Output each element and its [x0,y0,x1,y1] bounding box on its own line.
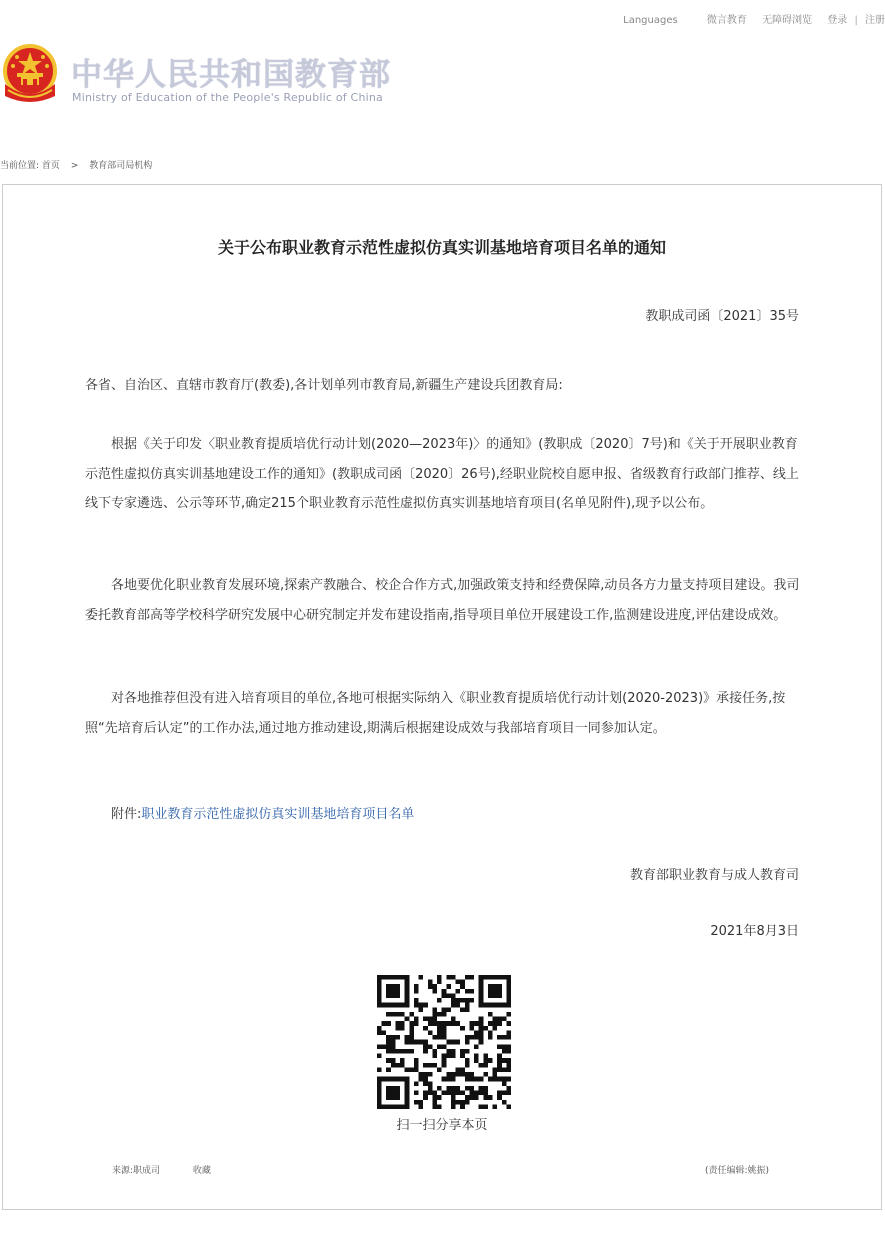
qr-caption: 扫一扫分享本页 [396,1118,488,1133]
attachment-label: 附件: [111,807,142,822]
national-emblem-icon[interactable] [0,44,60,106]
paragraph-other-units: 对各地推荐但没有进入培育项目的单位,各地可根据实际纳入《职业教育提质培优行动计划(2020-2023)》承接任务,按照“先培育后认定”的工作办法,通过地方推动建设,期满后根据建设成效与我部培育项目一同参加认定。 [85,691,786,736]
login-link[interactable]: 登录 [827,15,848,26]
qr-code-icon [377,975,511,1109]
document-number: 教职成司函〔2021〕35号 [645,309,799,324]
paragraph-basis: 根据《关于印发〈职业教育提质培优行动计划(2020—2023年)〉的通知》(教职成〔2020〕7号)和《关于开展职业教育示范性虚拟仿真实训基地建设工作的通知》(教职成司函〔2020〕26号),经职业院校自愿申报、省级教育行政部门推荐、线上线下专家遴选、公示等环节,确定215个职业教育示范性虚拟仿真实训基地培育项目(名单见附件),现予以公布。 [85,437,799,511]
salutation: 各省、自治区、直辖市教育厅(教委),各计划单列市教育局,新疆生产建设兵团教育局: [85,378,563,393]
breadcrumb-current-link[interactable]: 教育部司局机构 [89,161,153,171]
breadcrumb-arrow: > [70,161,79,171]
attachment-link[interactable]: 职业教育示范性虚拟仿真实训基地培育项目名单 [141,807,415,822]
issue-date: 2021年8月3日 [710,924,799,939]
accessible-browse-link[interactable]: 无障碍浏览 [762,15,813,26]
breadcrumb-label: 当前位置: [0,161,40,171]
responsible-editor: (责任编辑:姚振) [704,1166,769,1176]
issuer: 教育部职业教育与成人教育司 [629,868,799,883]
topbar-separator: | [854,15,858,26]
paragraph-requirements: 各地要优化职业教育发展环境,探索产教融合、校企合作方式,加强政策支持和经费保障,动员各方力量支持项目建设。我司委托教育部高等学校科学研究发展中心研究制定并发布建设指南,指导项目单位开展建设工作,监测建设进度,评估建设成效。 [85,578,800,623]
languages-link[interactable]: Languages [623,15,678,26]
attachment-line [85,800,803,830]
site-title-en: Ministry of Education of the People's Republic of China [72,91,383,104]
top-utility-bar [623,11,885,27]
weiyan-link[interactable]: 微言教育 [706,15,747,26]
favorite-link[interactable]: 收藏 [192,1166,211,1176]
article-title: 关于公布职业教育示范性虚拟仿真实训基地培育项目名单的通知 [217,238,666,257]
article-panel [2,184,882,1210]
register-link[interactable]: 注册 [865,15,885,26]
breadcrumb-home-link[interactable]: 首页 [41,161,60,171]
source-label: 来源:职成司 [112,1166,161,1176]
breadcrumb [0,158,152,171]
site-title-cn[interactable]: 中华人民共和国教育部 [71,57,391,93]
article-source [112,1163,211,1176]
